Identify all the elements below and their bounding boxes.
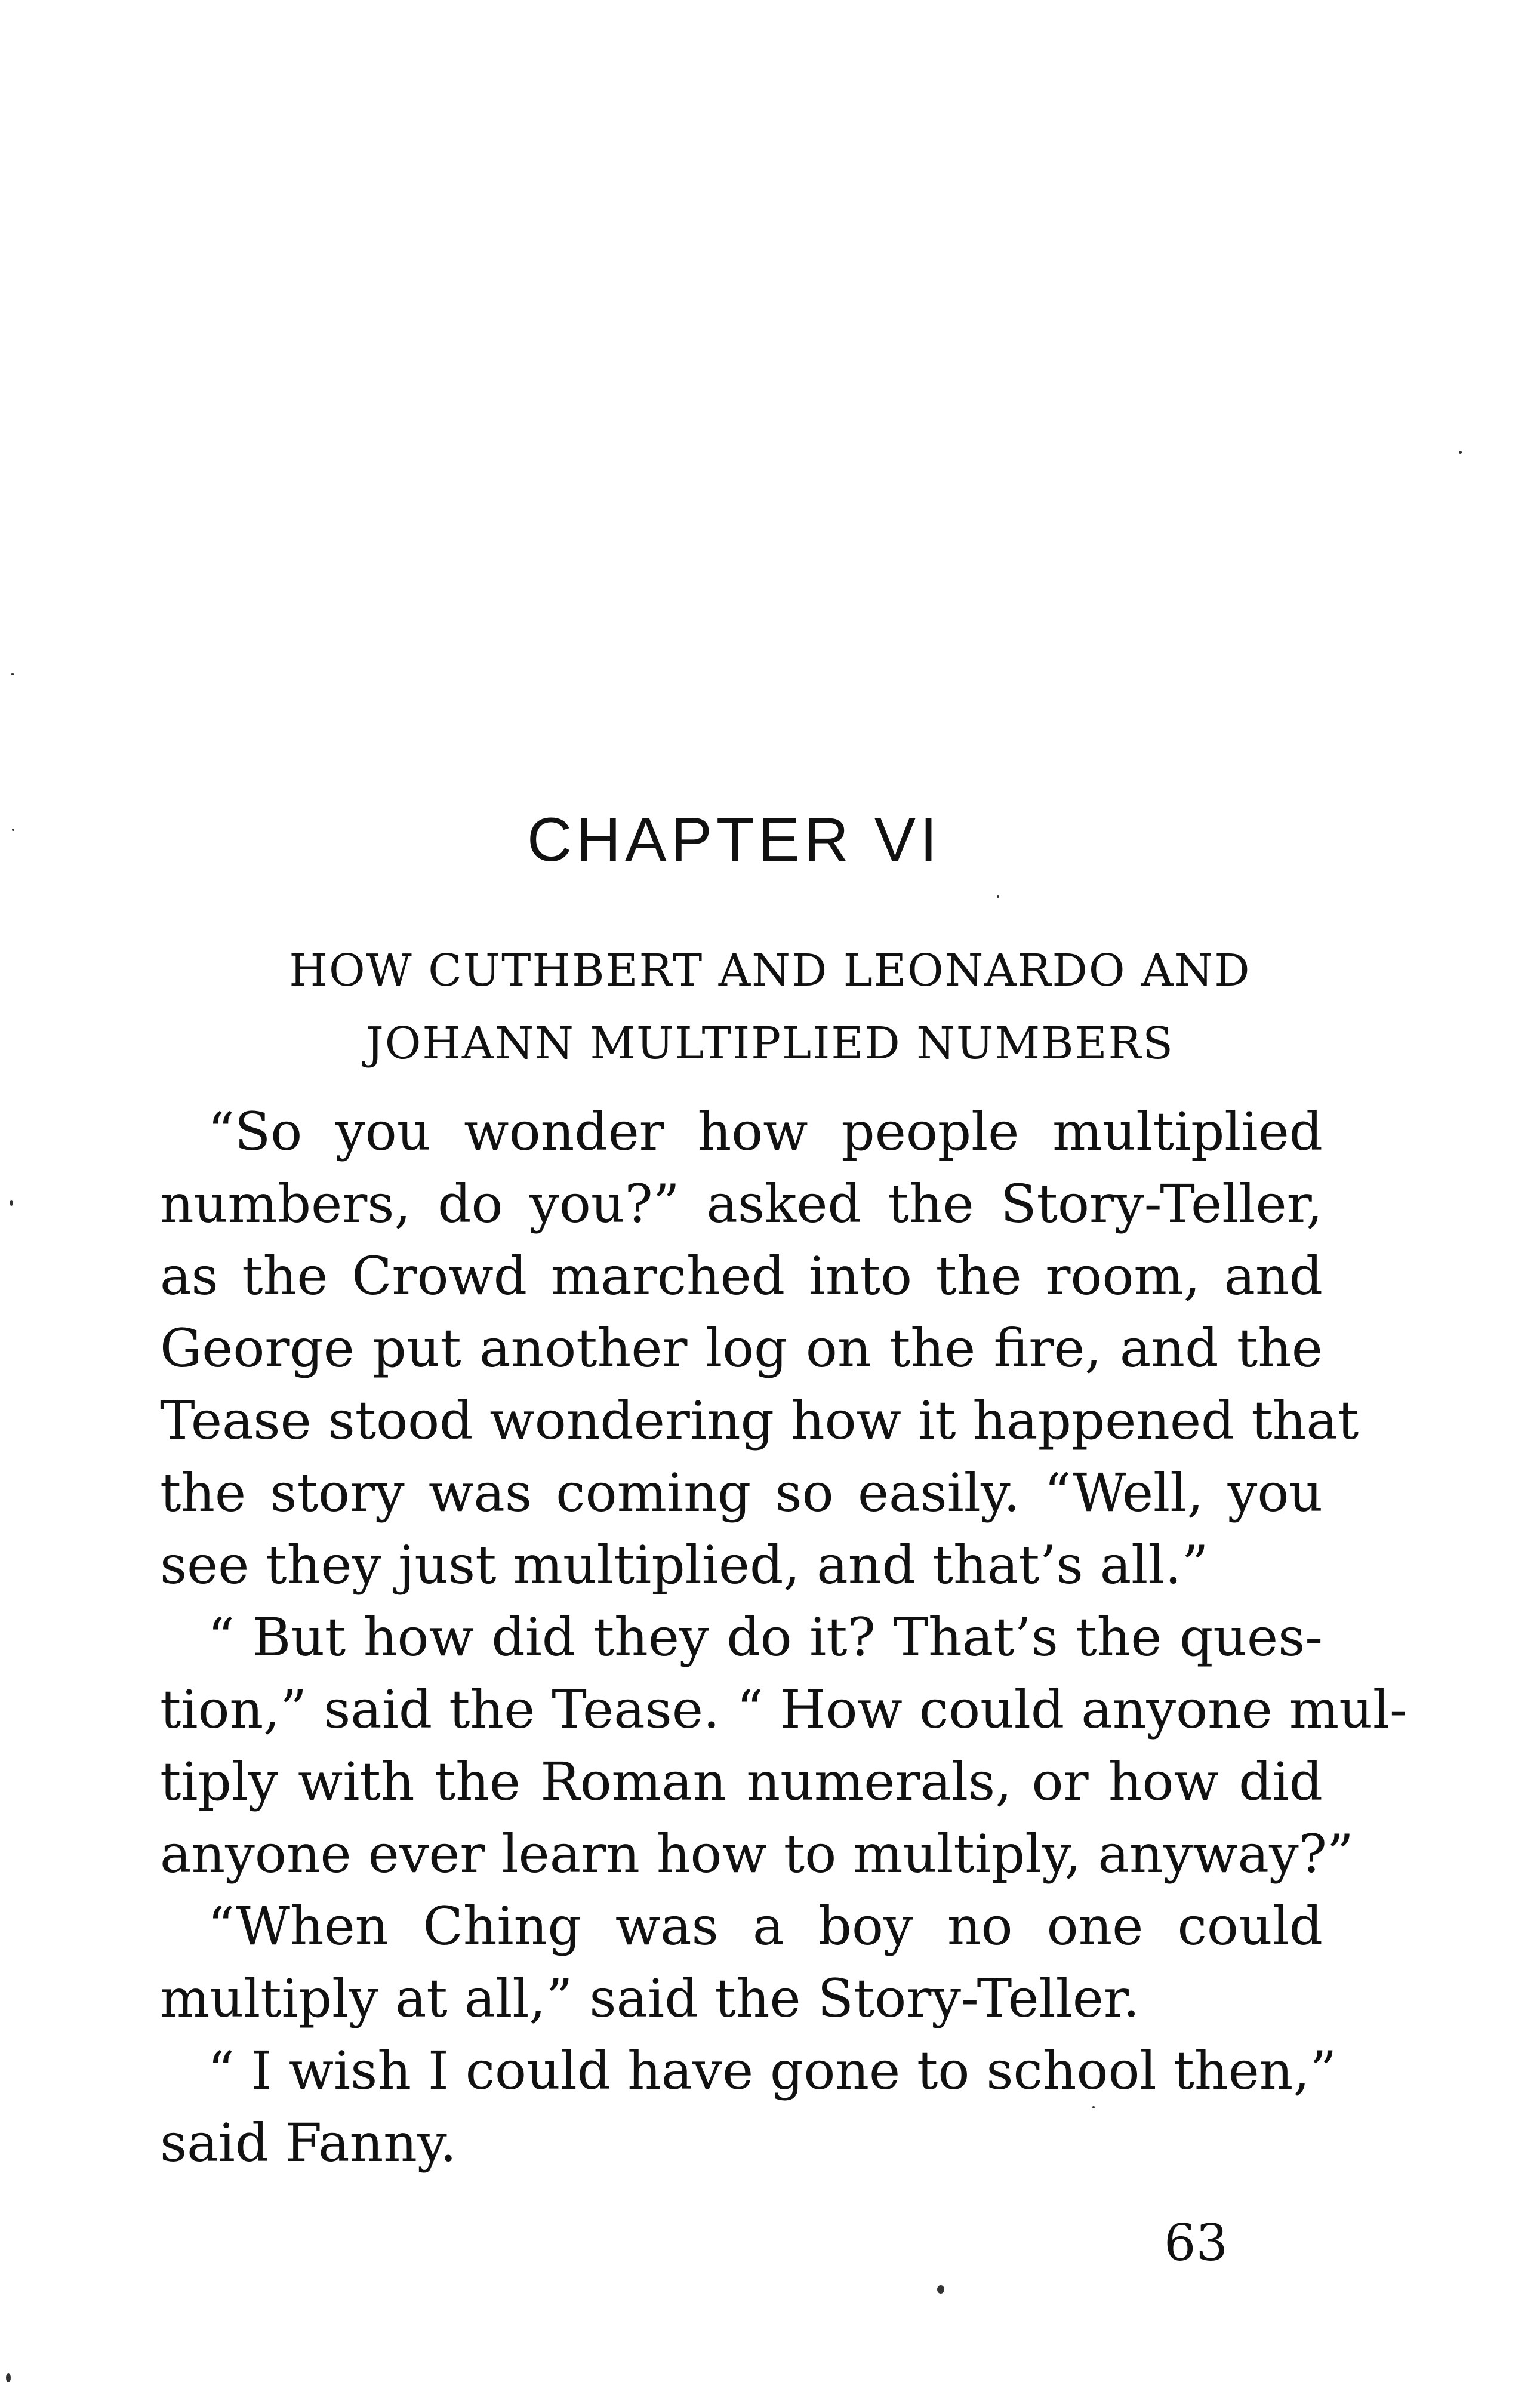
- scan-speck: [10, 1200, 13, 1206]
- text-line: “ But how did they do it? That’s the ques-: [208, 1606, 1323, 1668]
- text-line: Tease stood wondering how it happened that: [160, 1390, 1359, 1451]
- text-line: as the Crowd marched into the room, and: [160, 1245, 1323, 1307]
- text-line: “So you wonder how people multiplied: [208, 1101, 1323, 1162]
- chapter-title: CHAPTER VI: [526, 805, 942, 875]
- text-line: “ I wish I could have gone to school then,”: [208, 2040, 1337, 2101]
- text-line: the story was coming so easily. “Well, you: [160, 1462, 1323, 1523]
- scan-speck: [12, 829, 14, 831]
- scan-speck: [6, 2373, 11, 2382]
- chapter-subtitle-line: JOHANN MULTIPLIED NUMBERS: [366, 1018, 1174, 1069]
- chapter-subtitle-line: HOW CUTHBERT AND LEONARDO AND: [289, 945, 1251, 996]
- text-line: “When Ching was a boy no one could: [208, 1895, 1323, 1957]
- text-line: tiply with the Roman numerals, or how did: [160, 1751, 1323, 1812]
- text-line: said Fanny.: [160, 2112, 457, 2174]
- scan-speck: [1092, 2106, 1095, 2108]
- scan-speck: [1459, 451, 1462, 454]
- text-line: multiply at all,” said the Story-Teller.: [160, 1968, 1140, 2029]
- scan-speck: [997, 895, 999, 898]
- text-line: anyone ever learn how to multiply, anyway?”: [160, 1823, 1354, 1885]
- body-text: [160, 1095, 1407, 2179]
- chapter-subtitle: [155, 934, 1385, 1080]
- text-line: tion,” said the Tease. “ How could anyone mul-: [160, 1679, 1407, 1740]
- text-line: see they just multiplied, and that’s all.”: [160, 1534, 1209, 1596]
- scan-speck: [11, 673, 14, 675]
- text-line: numbers, do you?” asked the Story-Teller,: [160, 1173, 1323, 1235]
- text-line: George put another log on the fire, and the: [160, 1318, 1323, 1379]
- scan-speck: [937, 2285, 944, 2294]
- page-number: 63: [1164, 2214, 1228, 2272]
